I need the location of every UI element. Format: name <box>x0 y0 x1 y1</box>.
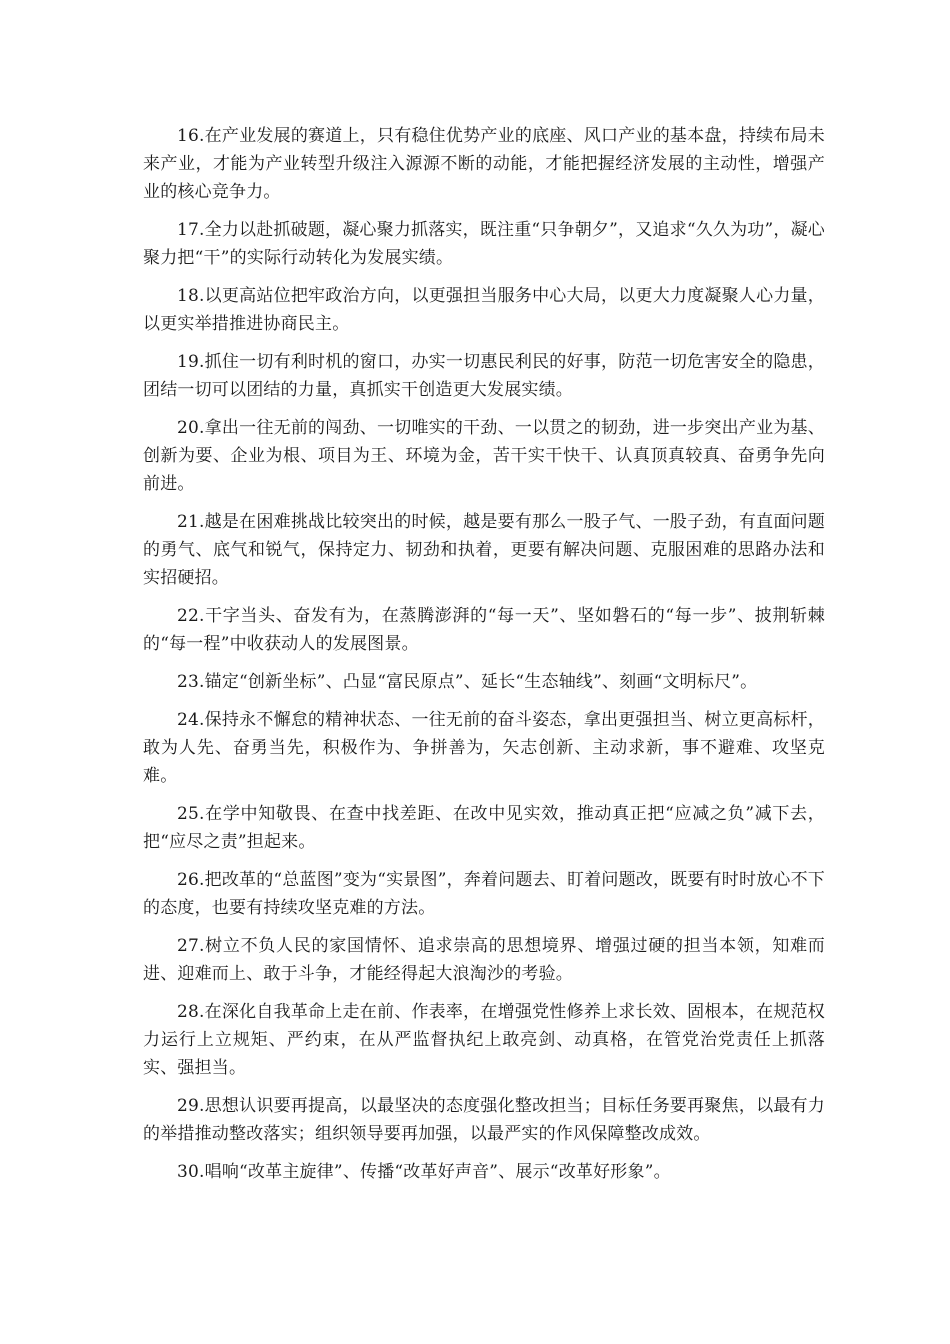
paragraph-25: 25.在学中知敬畏、在查中找差距、在改中见实效，推动真正把“应减之负”减下去，把“应尽之责”担起来。 <box>143 804 825 852</box>
paragraph-30: 30.唱响“改革主旋律”、传播“改革好声音”、展示“改革好形象”。 <box>177 1162 671 1182</box>
paragraph-20: 20.拿出一往无前的闯劲、一切唯实的干劲、一以贯之的韧劲，进一步突出产业为基、创新为要、企业为根、项目为王、环境为金，苦干实干快干、认真顶真较真、奋勇争先向前进。 <box>143 418 825 494</box>
paragraph-16: 16.在产业发展的赛道上，只有稳住优势产业的底座、风口产业的基本盘，持续布局未来产业，才能为产业转型升级注入源源不断的动能，才能把握经济发展的主动性，增强产业的核心竞争力。 <box>143 126 825 202</box>
paragraph-27: 27.树立不负人民的家国情怀、追求崇高的思想境界、增强过硬的担当本领，知难而进、迎难而上、敢于斗争，才能经得起大浪淘沙的考验。 <box>143 936 825 984</box>
paragraph-24: 24.保持永不懈怠的精神状态、一往无前的奋斗姿态，拿出更强担当、树立更高标杆，敢为人先、奋勇当先，积极作为、争拼善为，矢志创新、主动求新，事不避难、攻坚克难。 <box>143 710 825 786</box>
paragraph-28: 28.在深化自我革命上走在前、作表率，在增强党性修养上求长效、固根本，在规范权力运行上立规矩、严约束，在从严监督执纪上敢亮剑、动真格，在管党治党责任上抓落实、强担当。 <box>143 1002 825 1078</box>
paragraph-23: 23.锚定“创新坐标”、凸显“富民原点”、延长“生态轴线”、刻画“文明标尺”。 <box>177 672 758 692</box>
paragraph-21: 21.越是在困难挑战比较突出的时候，越是要有那么一股子气、一股子劲，有直面问题的勇气、底气和锐气，保持定力、韧劲和执着，更要有解决问题、克服困难的思路办法和实招硬招。 <box>143 512 825 588</box>
paragraph-19: 19.抓住一切有利时机的窗口，办实一切惠民利民的好事，防范一切危害安全的隐患，团结一切可以团结的力量，真抓实干创造更大发展实绩。 <box>143 352 825 400</box>
paragraph-29: 29.思想认识要再提高，以最坚决的态度强化整改担当；目标任务要再聚焦，以最有力的举措推动整改落实；组织领导要再加强，以最严实的作风保障整改成效。 <box>143 1096 825 1144</box>
paragraph-18: 18.以更高站位把牢政治方向，以更强担当服务中心大局，以更大力度凝聚人心力量，以更实举措推进协商民主。 <box>143 286 825 334</box>
paragraph-26: 26.把改革的“总蓝图”变为“实景图”，奔着问题去、盯着问题改，既要有时时放心不下的态度，也要有持续攻坚克难的方法。 <box>143 870 825 918</box>
paragraph-22: 22.干字当头、奋发有为，在蒸腾澎湃的“每一天”、坚如磐石的“每一步”、披荆斩棘的“每一程”中收获动人的发展图景。 <box>143 606 825 654</box>
paragraph-17: 17.全力以赴抓破题，凝心聚力抓落实，既注重“只争朝夕”，又追求“久久为功”，凝心聚力把“干”的实际行动转化为发展实绩。 <box>143 220 825 268</box>
document-body <box>143 122 825 1196</box>
